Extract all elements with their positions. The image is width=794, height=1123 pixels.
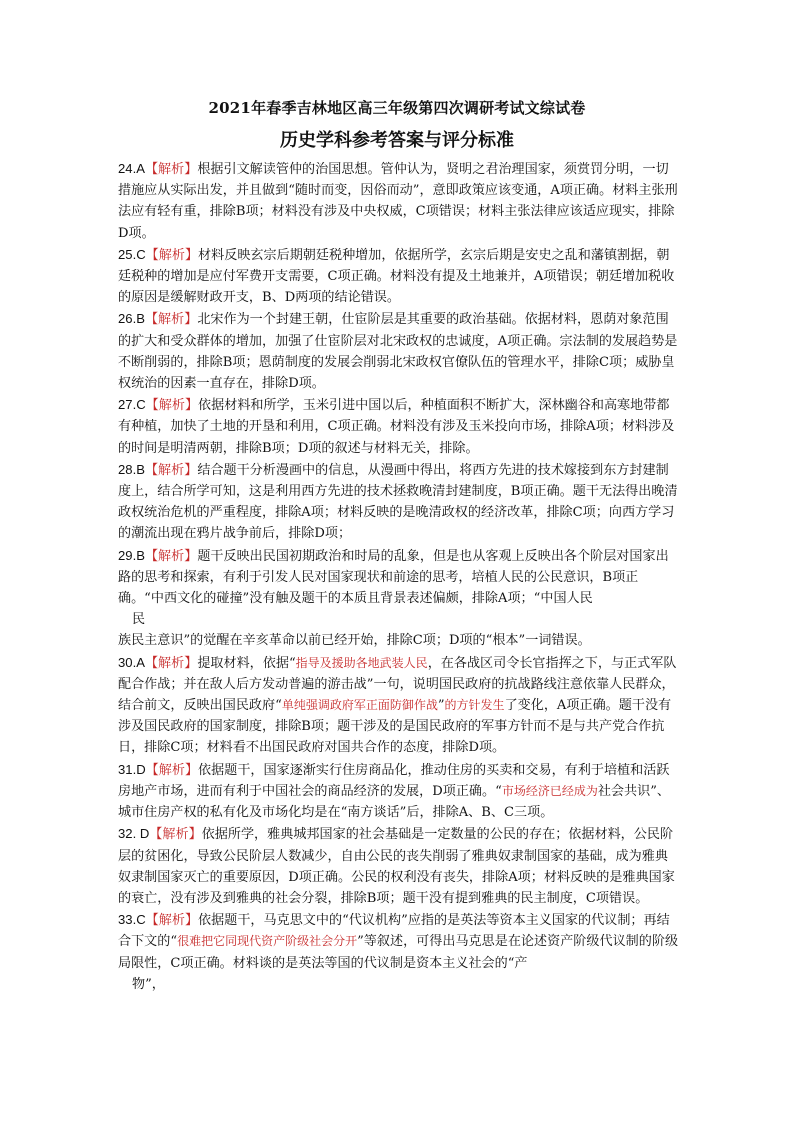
answer-number: 32. D xyxy=(118,826,150,842)
answer-text: 了变化，A项正确。题干没有涉及国民政府的国家制度，排除B项；题干涉及的是国民政府的军事方针而不是与共产党合作抗日，排除C项；材料看不出国民政府对国共合作的态度，排除D项。 xyxy=(118,698,672,756)
answer-text: ，在各战区司令长官指挥之下，与正式军队配合作战；并在敌人后方发动普遍的游击战”一句，说明国民政府的抗战路线注意依靠人民群众，结合前文，反映出国民政府“ xyxy=(118,655,677,714)
answer-text: ” xyxy=(437,698,445,714)
analysis-tag: 【解析】 xyxy=(144,655,198,671)
answer-number: 27.C xyxy=(118,397,146,413)
answer-item xyxy=(118,394,680,459)
answer-item xyxy=(118,909,680,995)
answer-number: 24.A xyxy=(118,161,145,176)
document-subtitle: 历史学科参考答案与评分标准 xyxy=(280,130,514,151)
answer-text: 物”， xyxy=(132,976,165,992)
answer-text: 族民主意识”的觉醒在辛亥革命以前已经开始，排除C项；D项的“根本”一词错误。 xyxy=(118,633,591,649)
analysis-tag: 【解析】 xyxy=(149,827,202,843)
answer-text: 依据所学，雅典城邦国家的社会基础是一定数量的公民的存在；依据材料，公民阶层的贫困化，导致公民阶层人数减少，自由公民的丧失削弱了雅典奴隶制国家的基础，成为雅典奴隶制国家灭亡的重要原因，D项正确。公民的权利没有丧失，排除A项；材料反映的是雅典国家的衰亡，没有涉及到雅典的社会分裂，排除B项；题干没有提到雅典的民主制度，C项错误。 xyxy=(118,827,675,906)
answer-text: 北宋作为一个封建王朝，仕宦阶层是其重要的政治基础。依据材料，恩荫对象范围的扩大和受众群体的增加，加强了仕宦阶层对北宋政权的忠诚度，A项正确。宗法制的发展趋势是不断削弱的，排除B项；恩荫制度的发展会削弱北宋政权官僚队伍的管理水平，排除C项；威胁皇权统治的因素一直存在，排除D项。 xyxy=(118,312,678,392)
answer-number: 30.A xyxy=(118,654,145,670)
answer-number: 31.D xyxy=(118,761,146,777)
quoted-text: 市场经济已经成为 xyxy=(501,783,598,798)
answer-text: 材料反映玄宗后期朝廷税种增加，依据所学，玄宗后期是安史之乱和藩镇割据，朝廷税种的增加是应付军费开支需要，C项正确。材料没有提及土地兼并，A项错误；朝廷增加税收的原因是缓解财政开支，B、D两项的结论错误。 xyxy=(118,247,675,306)
answer-number: 29.B xyxy=(118,547,145,563)
answer-item xyxy=(118,545,680,652)
answer-number: 26.B xyxy=(118,311,145,327)
answer-item xyxy=(118,244,680,309)
answer-number: 33.C xyxy=(118,912,146,928)
answer-item xyxy=(118,823,680,909)
answer-text: 社会共识”、城市住房产权的私有化及市场化均是在“南方谈话”后，排除A、B、C三项。 xyxy=(118,783,671,821)
analysis-tag: 【解析】 xyxy=(144,162,198,177)
analysis-tag: 【解析】 xyxy=(144,548,198,564)
quoted-text: 很难把它同现代资产阶级社会分开 xyxy=(177,934,358,949)
quoted-text: 的方针发生 xyxy=(444,698,505,713)
answer-item xyxy=(118,158,680,244)
answer-text: 依据题干，国家逐渐实行住房商品化，推动住房的买卖和交易，有利于培植和活跃房地产市场，进而有利于中国社会的商品经济的发展，D项正确。“ xyxy=(118,762,670,799)
answer-text: 结合题干分析漫画中的信息，从漫画中得出，将西方先进的技术嫁接到东方封建制度上，结合所学可知，这是利用西方先进的技术拯救晚清封建制度，B项正确。题干无法得出晚清政权统治危机的严重程度，排除A项；材料反映的是晚清政权的经济改革，排除C项；向西方学习的潮流出现在鸦片战争前后，排除D项； xyxy=(118,462,678,542)
analysis-tag: 【解析】 xyxy=(144,312,198,328)
analysis-tag: 【解析】 xyxy=(145,762,199,778)
analysis-tag: 【解析】 xyxy=(145,913,199,929)
answer-text: 依据题干，马克思文中的“代议机构”应指的是英法等资本主义国家的代议制；再结合下文的“ xyxy=(118,913,670,950)
answer-number: 25.C xyxy=(118,246,146,262)
answer-text: 根据引文解读管仲的治国思想。管仲认为，贤明之君治理国家，须赏罚分明，一切措施应从实际出发，并且做到“随时而变，因俗而动”，意即政策应该变通，A项正确。材料主张刑法应有轻有重，排除B项；材料没有涉及中央权威，C项错误；材料主张法律应该适应现实，排除D项。 xyxy=(118,162,678,241)
answer-text: ”等叙述，可得出马克思是在论述资产阶级代议制的阶级局限性，C项正确。材料谈的是英法等国的代议制是资本主义社会的“产 xyxy=(118,934,679,971)
answer-item xyxy=(118,652,680,759)
quoted-text: 指导及援助各地武装人民 xyxy=(295,655,428,670)
answer-item xyxy=(118,759,680,824)
answer-text: 依据材料和所学，玉米引进中国以后，种植面积不断扩大，深林幽谷和高寒地带都有种植，加快了土地的开垦和利用，C项正确。材料没有涉及玉米投向市场，排除A项；材料涉及的时间是明清两朝，排除B项；D项的叙述与材料无关，排除。 xyxy=(118,398,675,456)
analysis-tag: 【解析】 xyxy=(145,247,199,263)
analysis-tag: 【解析】 xyxy=(145,398,199,414)
answer-number: 28.B xyxy=(118,461,145,477)
answer-text: 题干反映出民国初期政治和时局的乱象，但是也从客观上反映出各个阶层对国家出路的思考和探索，有利于引发人民对国家现状和前途的思考，培植人民的公民意识，B项正确。“中西文化的碰撞”没有触及题干的本质且背景表述偏颇，排除A项；“中国人民 xyxy=(118,548,669,607)
answer-item xyxy=(118,459,680,545)
answer-text: 民 xyxy=(132,612,146,628)
analysis-tag: 【解析】 xyxy=(144,462,198,478)
document-title: 2021年春季吉林地区高三年级第四次调研考试文综试卷 xyxy=(208,99,586,117)
answer-text: 提取材料，依据“ xyxy=(197,655,296,671)
answer-list xyxy=(118,158,680,995)
quoted-text: 单纯强调政府军正面防御作战 xyxy=(281,698,438,713)
answer-item xyxy=(118,308,680,394)
